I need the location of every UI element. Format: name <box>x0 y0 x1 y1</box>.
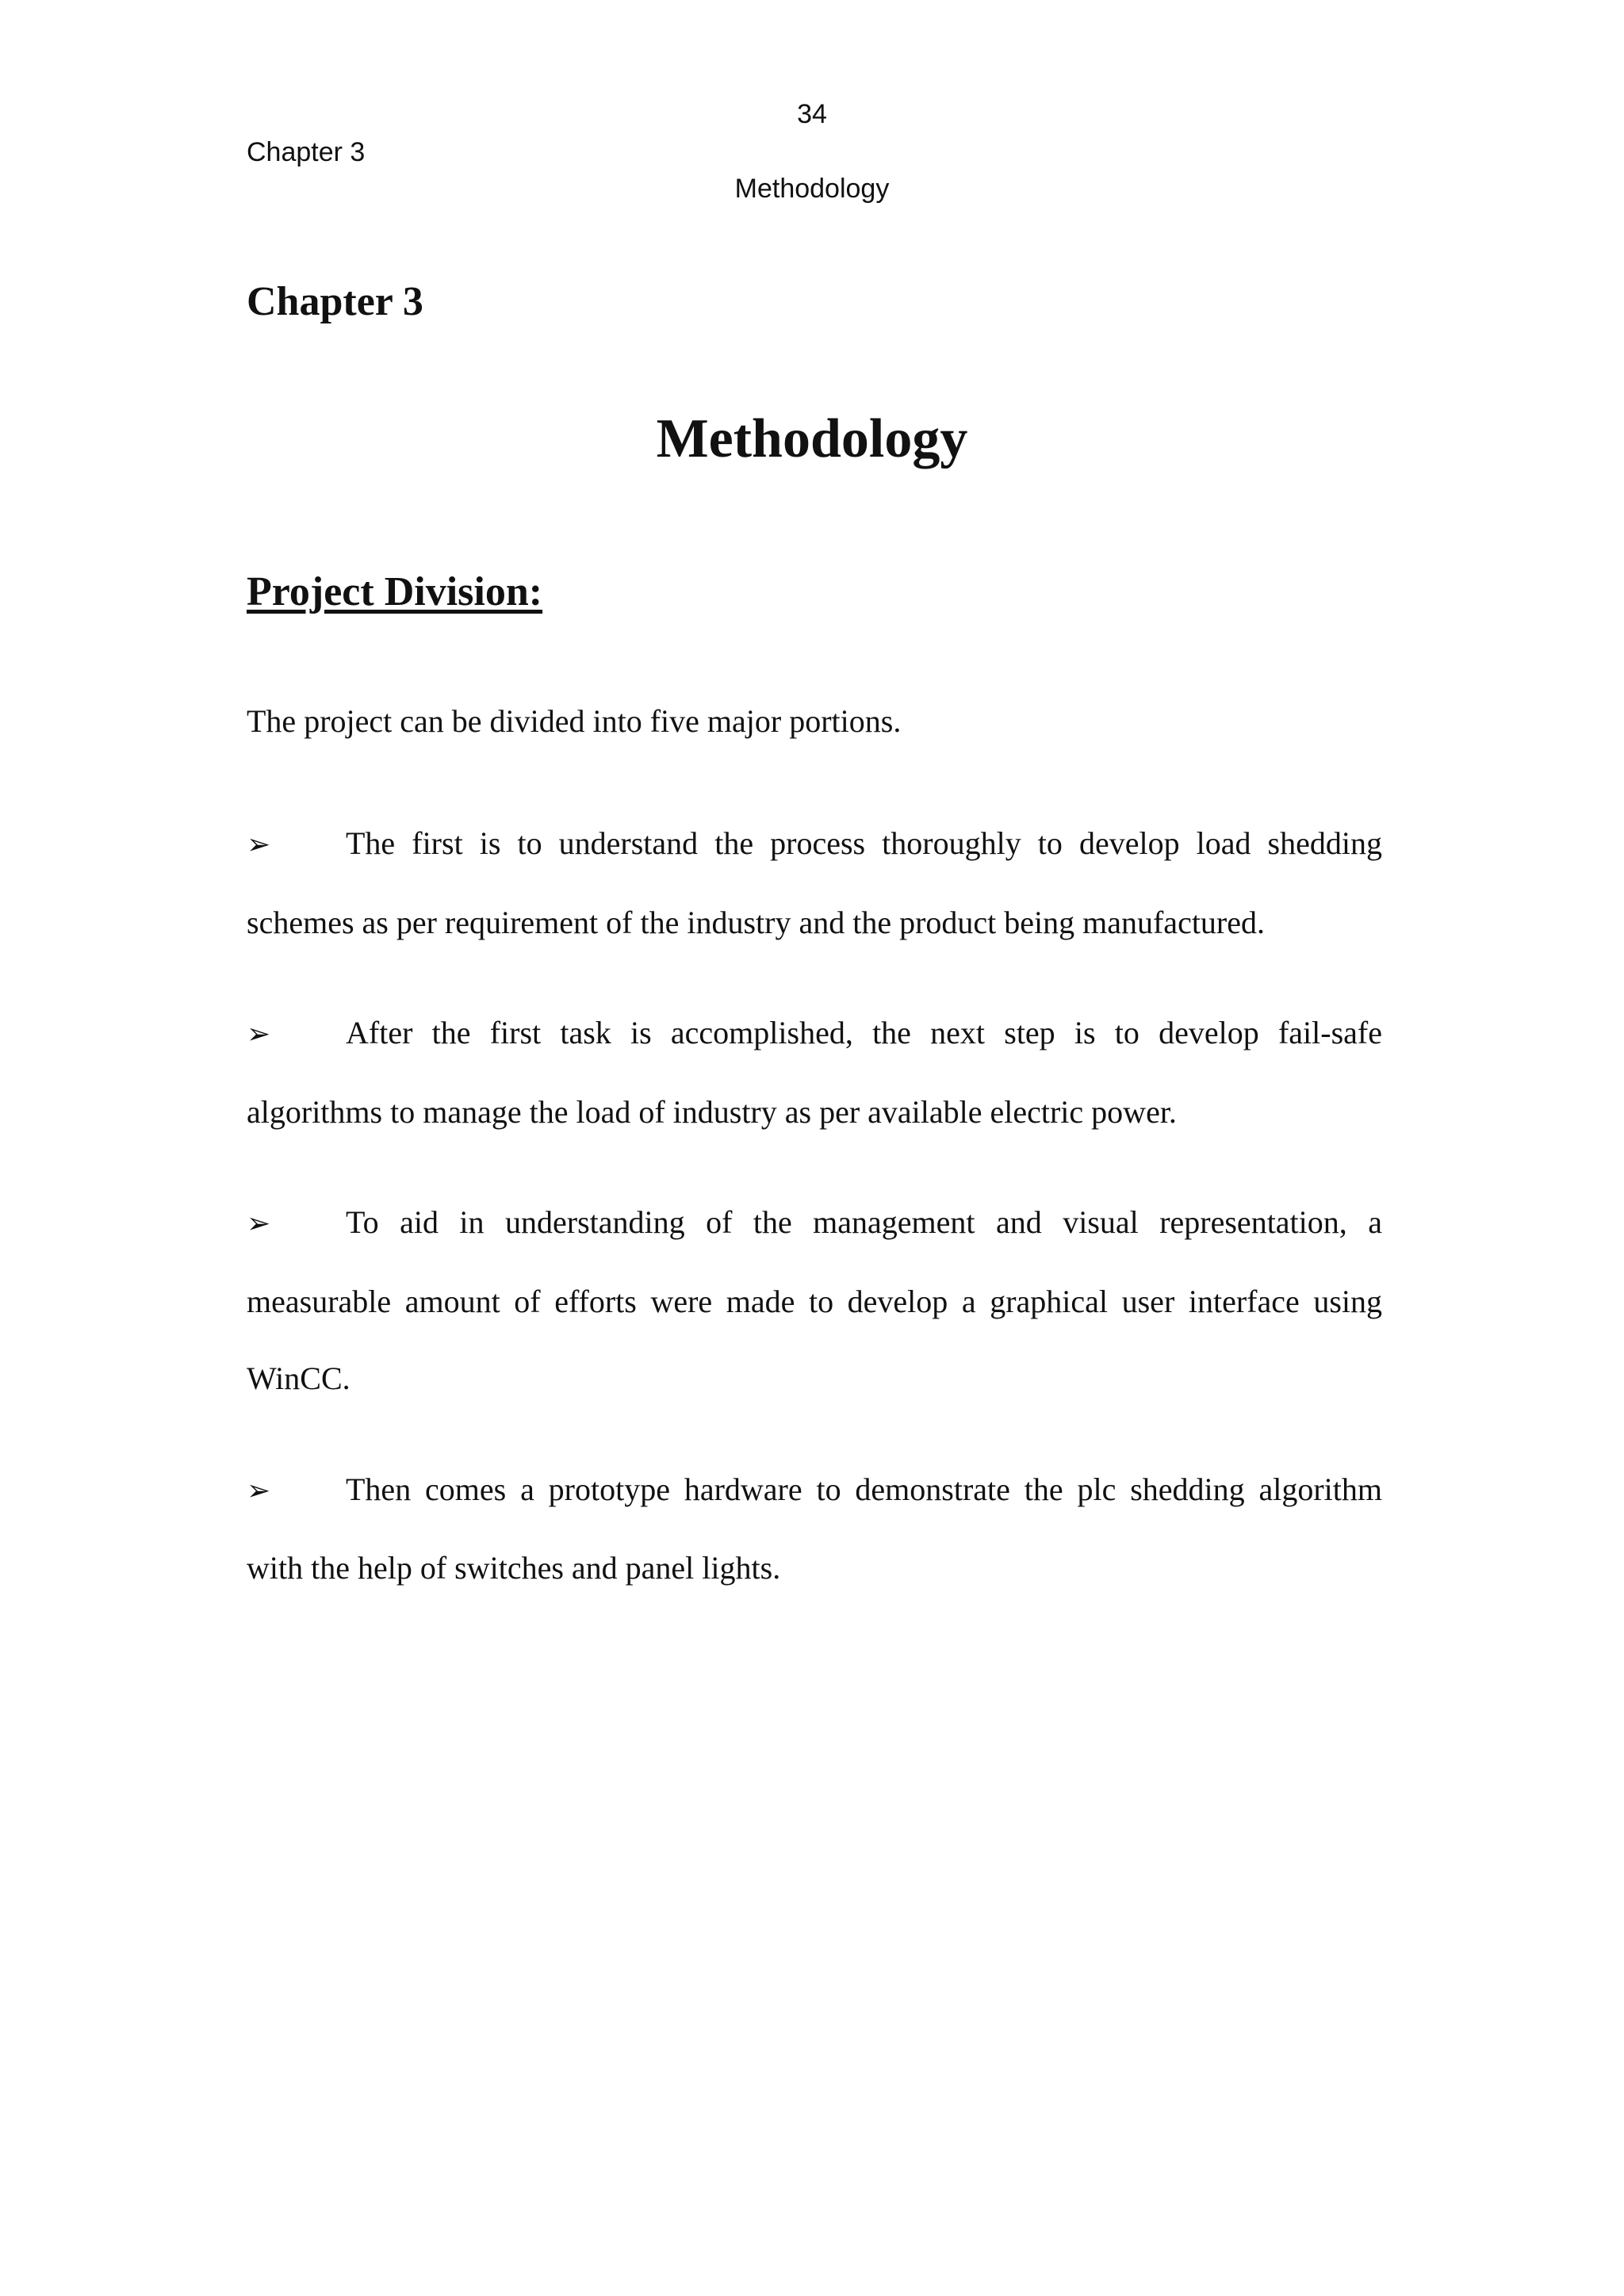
running-header-chapter: Chapter 3 <box>247 137 366 167</box>
chapter-title: Methodology <box>656 408 968 469</box>
bullet-item <box>247 805 1382 961</box>
bullet-item <box>247 994 1382 1150</box>
bullet-item <box>247 1451 1382 1607</box>
chapter-label: Chapter 3 <box>247 279 423 324</box>
bullet-text: To aid in understanding of the management and visual representation, a measurable amount of efforts were made to develop a graphical user interface using WinCC. <box>247 1204 1382 1396</box>
arrow-bullet-icon: ➢ <box>247 1018 271 1050</box>
bullet-text: After the first task is accomplished, the next step is to develop fail-safe algorithms to manage the load of industry as per available electric power. <box>247 1015 1382 1130</box>
arrow-bullet-icon: ➢ <box>247 1207 271 1240</box>
intro-paragraph: The project can be divided into five major portions. <box>247 703 902 739</box>
bullet-text: Then comes a prototype hardware to demonstrate the plc shedding algorithm with the help of switches and panel lights. <box>247 1471 1382 1586</box>
page-number: 34 <box>797 99 827 129</box>
bullet-list <box>247 805 1382 1640</box>
section-heading: Project Division: <box>247 569 543 614</box>
arrow-bullet-icon: ➢ <box>247 828 271 861</box>
running-header-title: Methodology <box>734 174 890 204</box>
bullet-text: The first is to understand the process thoroughly to develop load shedding schemes as per requirement of the industry and the product being manufactured. <box>247 825 1382 940</box>
arrow-bullet-icon: ➢ <box>247 1474 271 1507</box>
bullet-item <box>247 1184 1382 1418</box>
